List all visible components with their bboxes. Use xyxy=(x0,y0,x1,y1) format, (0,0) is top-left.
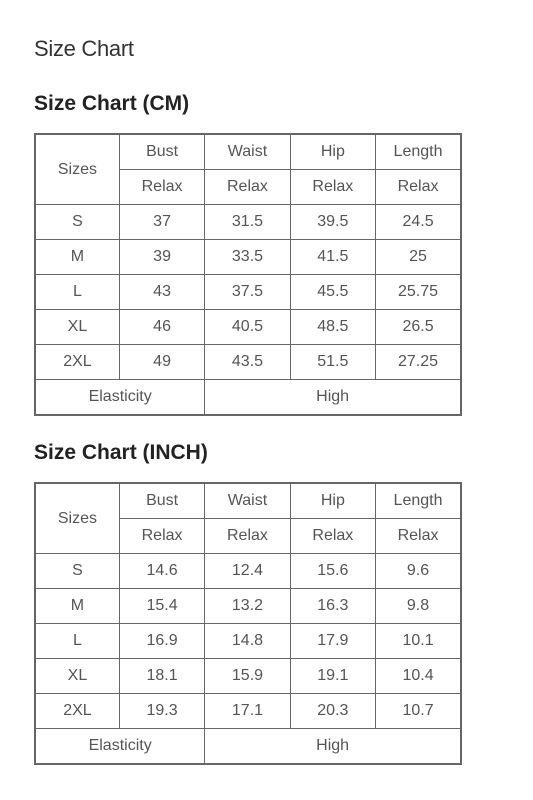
table-cell: 45.5 xyxy=(290,275,375,310)
table-cell: 19.3 xyxy=(119,694,204,729)
table-cell: 15.4 xyxy=(119,589,204,624)
table-cell: 19.1 xyxy=(290,659,375,694)
table-cell: 20.3 xyxy=(290,694,375,729)
size-cell: 2XL xyxy=(35,345,119,380)
subheader-cell: Relax xyxy=(290,170,375,205)
table-row xyxy=(35,240,461,275)
table-cell: 48.5 xyxy=(290,310,375,345)
table-row xyxy=(35,345,461,380)
table-cell: 17.9 xyxy=(290,624,375,659)
header-row xyxy=(35,483,461,519)
table-cell: 37.5 xyxy=(205,275,290,310)
table-cell: 15.6 xyxy=(290,554,375,589)
table-cell: 41.5 xyxy=(290,240,375,275)
size-cell: M xyxy=(35,589,119,624)
sizes-header: Sizes xyxy=(35,134,119,205)
size-cell: XL xyxy=(35,659,119,694)
table-cell: 12.4 xyxy=(205,554,290,589)
table-row xyxy=(35,694,461,729)
table-cell: 13.2 xyxy=(205,589,290,624)
table-cell: 14.6 xyxy=(119,554,204,589)
table-cell: 14.8 xyxy=(205,624,290,659)
size-cell: XL xyxy=(35,310,119,345)
size-cell: M xyxy=(35,240,119,275)
column-header-waist: Waist xyxy=(205,134,290,170)
elasticity-value: High xyxy=(205,380,461,416)
section-title-cm: Size Chart (CM) xyxy=(34,92,190,115)
table-cell: 51.5 xyxy=(290,345,375,380)
table-cell: 49 xyxy=(119,345,204,380)
column-header-bust: Bust xyxy=(119,134,204,170)
table-row xyxy=(35,205,461,240)
subheader-cell: Relax xyxy=(119,519,204,554)
table-row xyxy=(35,589,461,624)
table-cell: 46 xyxy=(119,310,204,345)
table-cell: 39 xyxy=(119,240,204,275)
table-cell: 24.5 xyxy=(376,205,461,240)
table-cell: 43 xyxy=(119,275,204,310)
elasticity-row xyxy=(35,380,461,416)
column-header-hip: Hip xyxy=(290,483,375,519)
table-cell: 15.9 xyxy=(205,659,290,694)
elasticity-label: Elasticity xyxy=(35,380,205,416)
table-cell: 16.9 xyxy=(119,624,204,659)
subheader-cell: Relax xyxy=(290,519,375,554)
subheader-cell: Relax xyxy=(205,170,290,205)
table-cell: 27.25 xyxy=(376,345,461,380)
table-cell: 40.5 xyxy=(205,310,290,345)
size-cell: S xyxy=(35,554,119,589)
size-table-cm xyxy=(34,133,462,416)
table-cell: 26.5 xyxy=(376,310,461,345)
table-row xyxy=(35,275,461,310)
subheader-cell: Relax xyxy=(205,519,290,554)
table-row xyxy=(35,310,461,345)
header-row xyxy=(35,134,461,170)
table-cell: 33.5 xyxy=(205,240,290,275)
size-table-inch xyxy=(34,482,462,765)
size-cell: L xyxy=(35,624,119,659)
column-header-hip: Hip xyxy=(290,134,375,170)
table-cell: 10.1 xyxy=(376,624,461,659)
page-title: Size Chart xyxy=(34,36,134,61)
elasticity-row xyxy=(35,729,461,765)
subheader-cell: Relax xyxy=(119,170,204,205)
table-row xyxy=(35,659,461,694)
subheader-cell: Relax xyxy=(376,170,461,205)
table-cell: 43.5 xyxy=(205,345,290,380)
table-cell: 37 xyxy=(119,205,204,240)
table-cell: 9.6 xyxy=(376,554,461,589)
table-cell: 18.1 xyxy=(119,659,204,694)
table-cell: 25.75 xyxy=(376,275,461,310)
size-cell: L xyxy=(35,275,119,310)
table-cell: 10.4 xyxy=(376,659,461,694)
size-cell: 2XL xyxy=(35,694,119,729)
table-cell: 10.7 xyxy=(376,694,461,729)
table-cell: 39.5 xyxy=(290,205,375,240)
table-row xyxy=(35,554,461,589)
sizes-header: Sizes xyxy=(35,483,119,554)
elasticity-label: Elasticity xyxy=(35,729,205,765)
elasticity-value: High xyxy=(205,729,461,765)
table-cell: 17.1 xyxy=(205,694,290,729)
table-cell: 25 xyxy=(376,240,461,275)
section-title-inch: Size Chart (INCH) xyxy=(34,441,208,464)
table-cell: 16.3 xyxy=(290,589,375,624)
table-cell: 31.5 xyxy=(205,205,290,240)
column-header-waist: Waist xyxy=(205,483,290,519)
table-cell: 9.8 xyxy=(376,589,461,624)
size-cell: S xyxy=(35,205,119,240)
column-header-bust: Bust xyxy=(119,483,204,519)
column-header-length: Length xyxy=(376,134,461,170)
column-header-length: Length xyxy=(376,483,461,519)
subheader-cell: Relax xyxy=(376,519,461,554)
table-row xyxy=(35,624,461,659)
